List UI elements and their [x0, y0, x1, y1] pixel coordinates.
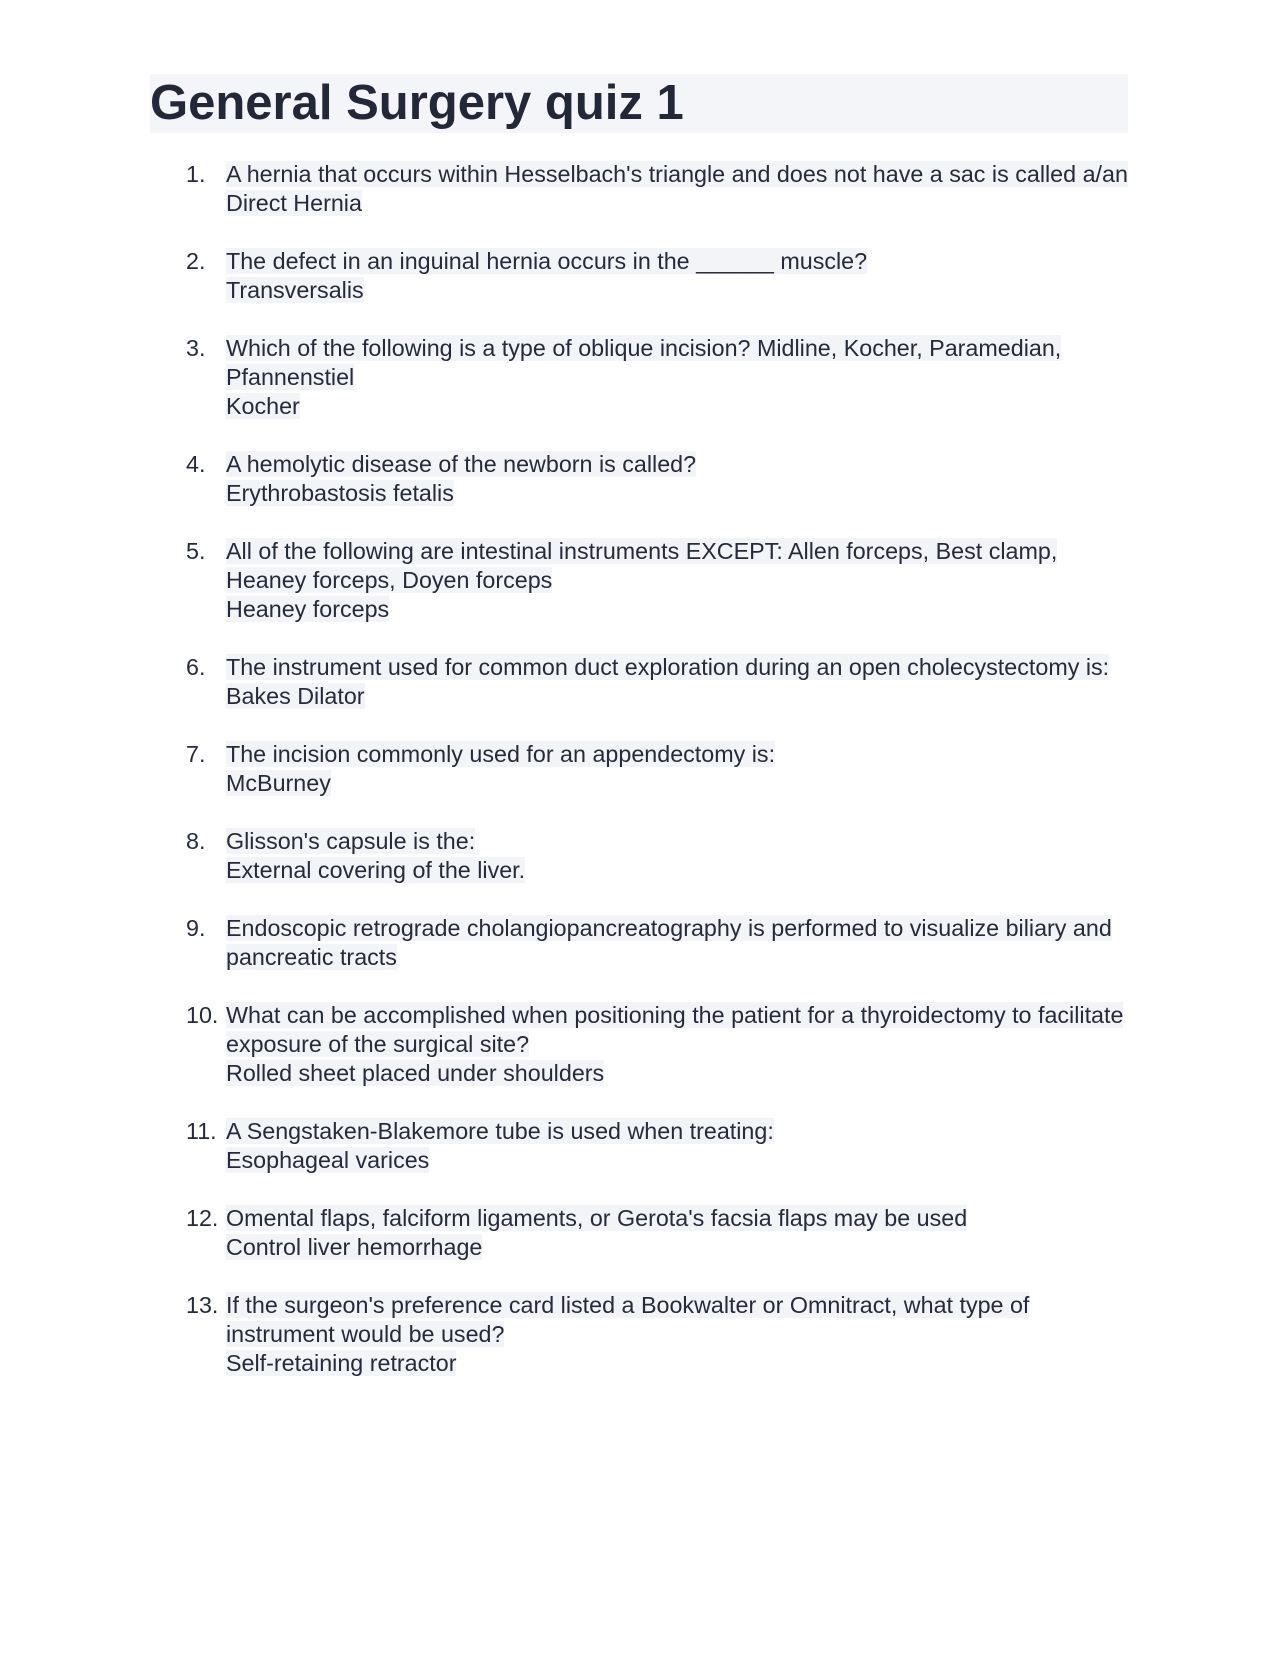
item-number: 6. [186, 654, 206, 680]
question [226, 1291, 1136, 1349]
item-number: 4. [186, 451, 206, 477]
question-text: Endoscopic retrograde cholangiopancreatography is performed to visualize biliary and pancreatic tracts [226, 915, 1112, 970]
item-number: 5. [186, 538, 206, 564]
question-text: A hemolytic disease of the newborn is called? [226, 451, 697, 477]
question [226, 1001, 1136, 1059]
question-text: Glisson's capsule is the: [226, 828, 476, 854]
title-block [150, 74, 1128, 133]
question [226, 450, 1136, 479]
question [226, 914, 1136, 972]
answer [226, 856, 1136, 885]
item-number: 3. [186, 335, 206, 361]
item-number: 11. [186, 1118, 217, 1144]
answer [226, 479, 1136, 508]
question-text: Which of the following is a type of oblique incision? Midline, Kocher, Paramedian, Pfannenstiel [226, 335, 1062, 390]
quiz-item [186, 740, 1136, 798]
quiz-item [186, 914, 1136, 972]
quiz-item [186, 537, 1136, 624]
question-text: If the surgeon's preference card listed a Bookwalter or Omnitract, what type of instrument would be used? [226, 1292, 1030, 1347]
item-number: 10. [186, 1002, 219, 1028]
question-text: A hernia that occurs within Hesselbach's triangle and does not have a sac is called a/an [226, 161, 1128, 187]
item-number: 9. [186, 915, 206, 941]
answer [226, 682, 1136, 711]
quiz-item [186, 1117, 1136, 1175]
quiz-item [186, 450, 1136, 508]
question-text: Omental flaps, falciform ligaments, or Gerota's facsia flaps may be used [226, 1205, 968, 1231]
answer-text: Kocher [226, 393, 300, 419]
answer [226, 1059, 1136, 1088]
answer-text: Heaney forceps [226, 596, 390, 622]
question-text: The instrument used for common duct exploration during an open cholecystectomy is: [226, 654, 1110, 680]
answer-text: Control liver hemorrhage [226, 1234, 483, 1260]
answer-text: McBurney [226, 770, 331, 796]
answer [226, 189, 1136, 218]
quiz-item [186, 653, 1136, 711]
question [226, 740, 1136, 769]
answer-text: Transversalis [226, 277, 364, 303]
answer [226, 769, 1136, 798]
quiz-item [186, 1204, 1136, 1262]
quiz-item [186, 334, 1136, 421]
item-number: 13. [186, 1292, 219, 1318]
answer-text: Direct Hernia [226, 190, 362, 216]
answer [226, 595, 1136, 624]
answer [226, 1233, 1136, 1262]
item-number: 8. [186, 828, 206, 854]
answer-text: Erythrobastosis fetalis [226, 480, 454, 506]
question [226, 537, 1136, 595]
quiz-item [186, 1001, 1136, 1088]
question [226, 827, 1136, 856]
item-number: 1. [186, 161, 206, 187]
page-title: General Surgery quiz 1 [150, 76, 684, 130]
answer [226, 392, 1136, 421]
answer [226, 276, 1136, 305]
question [226, 1204, 1136, 1233]
item-number: 2. [186, 248, 206, 274]
answer-text: Bakes Dilator [226, 683, 365, 709]
question-text: All of the following are intestinal instruments EXCEPT: Allen forceps, Best clamp, Heaney forceps, Doyen forceps [226, 538, 1058, 593]
answer-text: External covering of the liver. [226, 857, 526, 883]
question [226, 1117, 1136, 1146]
question [226, 247, 1136, 276]
question [226, 334, 1136, 392]
question-text: The incision commonly used for an appendectomy is: [226, 741, 776, 767]
question-text: The defect in an inguinal hernia occurs in the ______ muscle? [226, 248, 868, 274]
question-text: What can be accomplished when positioning the patient for a thyroidectomy to facilitate exposure of the surgical site? [226, 1002, 1124, 1057]
quiz-item [186, 160, 1136, 218]
quiz-item [186, 247, 1136, 305]
item-number: 7. [186, 741, 206, 767]
question [226, 653, 1136, 682]
quiz-item [186, 1291, 1136, 1378]
quiz-list [186, 160, 1136, 1407]
answer [226, 1349, 1136, 1378]
quiz-item [186, 827, 1136, 885]
answer [226, 1146, 1136, 1175]
answer-text: Rolled sheet placed under shoulders [226, 1060, 605, 1086]
item-number: 12. [186, 1205, 219, 1231]
answer-text: Esophageal varices [226, 1147, 430, 1173]
question-text: A Sengstaken-Blakemore tube is used when treating: [226, 1118, 774, 1144]
answer-text: Self-retaining retractor [226, 1350, 457, 1376]
question [226, 160, 1136, 189]
